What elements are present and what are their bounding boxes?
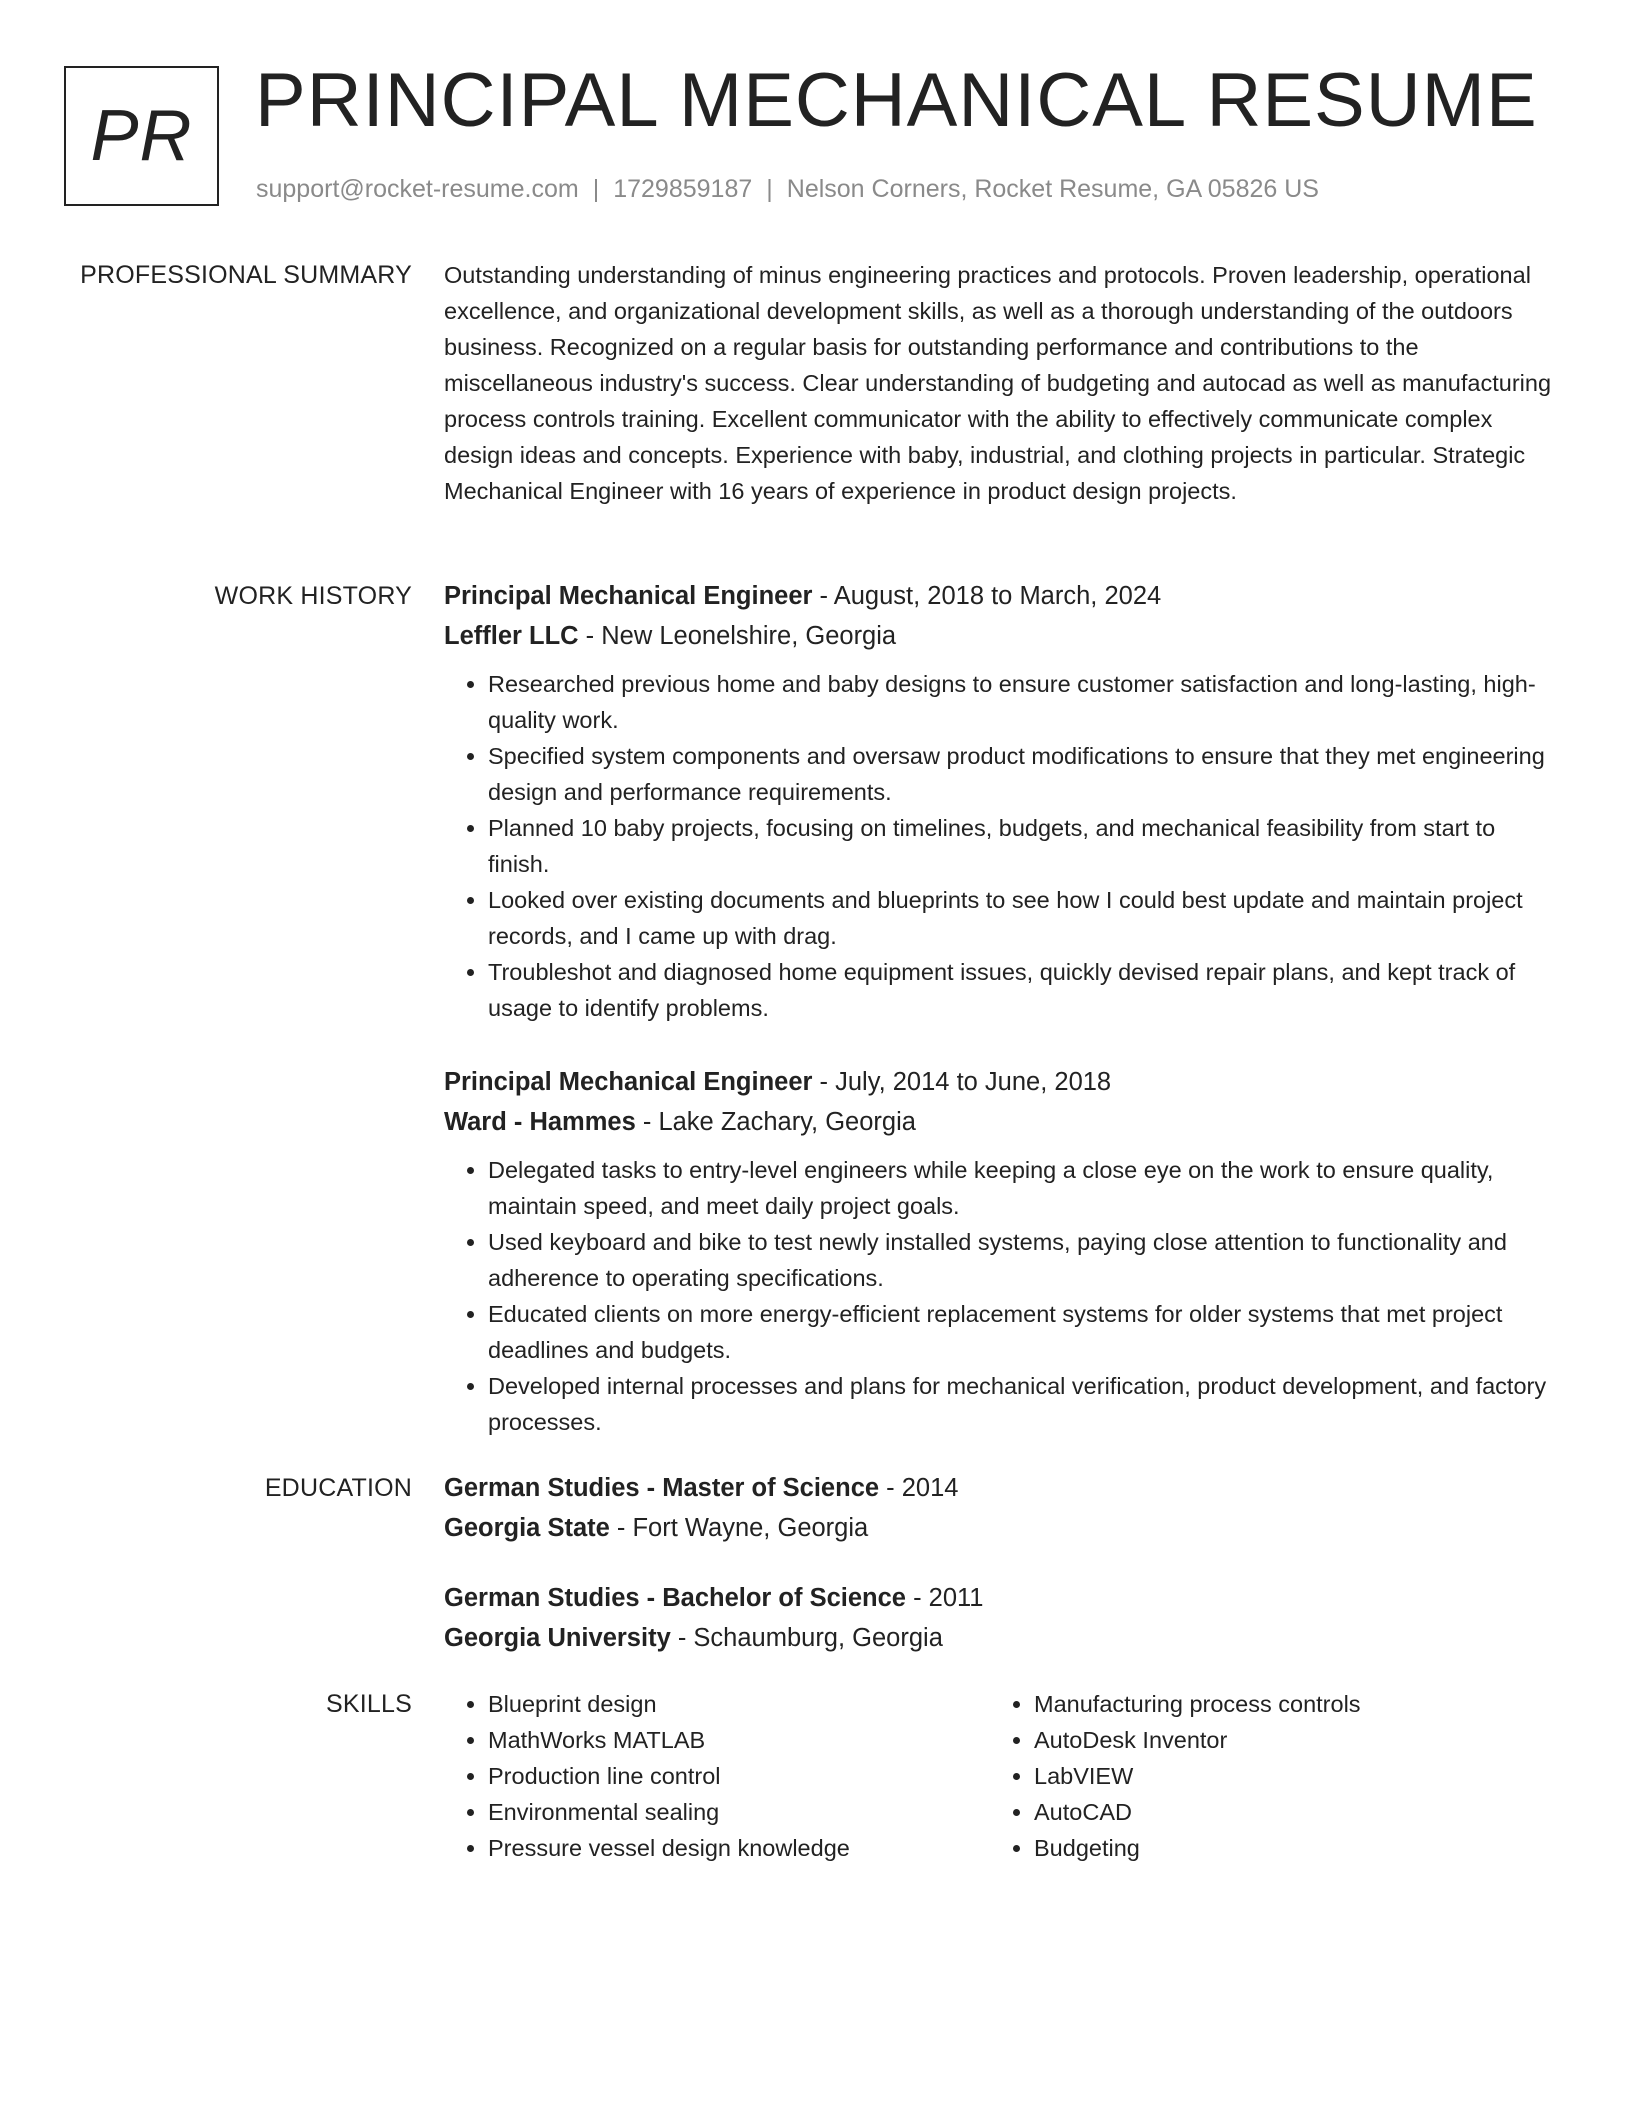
education-body bbox=[444, 1468, 1556, 1688]
list-item: • Delegated tasks to entry-level engineers while keeping a close eye on the work to ensure quality, maintain speed, and meet daily project goals. bbox=[488, 1152, 1556, 1224]
skill-item: • Blueprint design bbox=[488, 1686, 990, 1722]
job-entry bbox=[444, 576, 1556, 1026]
education-entry bbox=[444, 1468, 1556, 1548]
contact-line bbox=[256, 174, 1319, 204]
job-title-line bbox=[444, 1062, 1556, 1102]
monogram-text: PR bbox=[90, 96, 193, 176]
job-title: Principal Mechanical Engineer bbox=[444, 1068, 813, 1096]
school-line bbox=[444, 1508, 1556, 1548]
skill-item: • Production line control bbox=[488, 1758, 990, 1794]
list-item: • Troubleshot and diagnosed home equipment issues, quickly devised repair plans, and kept track of usage to identify problems. bbox=[488, 954, 1556, 1026]
resume-title: PRINCIPAL MECHANICAL RESUME bbox=[255, 58, 1538, 143]
job-location: - Lake Zachary, Georgia bbox=[635, 1108, 916, 1136]
degree-year: - 2014 bbox=[879, 1474, 959, 1502]
skills-body bbox=[444, 1686, 1556, 1866]
job-title: Principal Mechanical Engineer bbox=[444, 582, 813, 610]
skill-item: • Manufacturing process controls bbox=[1034, 1686, 1536, 1722]
job-dates: - August, 2018 to March, 2024 bbox=[812, 582, 1162, 610]
monogram-logo bbox=[64, 66, 219, 206]
contact-address: Nelson Corners, Rocket Resume, GA 05826 US bbox=[786, 175, 1319, 203]
school-location: - Schaumburg, Georgia bbox=[670, 1624, 943, 1652]
job-company-line bbox=[444, 616, 1556, 656]
degree: German Studies - Bachelor of Science bbox=[444, 1584, 906, 1612]
degree-line bbox=[444, 1468, 1556, 1508]
contact-email[interactable]: support@rocket-resume.com bbox=[256, 175, 579, 203]
skills-columns bbox=[444, 1686, 1556, 1866]
job-company: Ward - Hammes bbox=[444, 1108, 636, 1136]
skill-item: • Budgeting bbox=[1034, 1830, 1536, 1866]
job-title-line bbox=[444, 576, 1556, 616]
contact-separator: | bbox=[766, 175, 773, 203]
section-heading-education: EDUCATION bbox=[264, 1474, 412, 1502]
job-company-line bbox=[444, 1102, 1556, 1142]
skill-item: • AutoDesk Inventor bbox=[1034, 1722, 1536, 1758]
job-bullet-list bbox=[444, 666, 1556, 1026]
skills-list-left bbox=[444, 1686, 990, 1866]
list-item: • Developed internal processes and plans for mechanical verification, product development, and factory processes. bbox=[488, 1368, 1556, 1440]
degree: German Studies - Master of Science bbox=[444, 1474, 880, 1502]
job-entry bbox=[444, 1062, 1556, 1440]
skills-list-right bbox=[990, 1686, 1536, 1866]
contact-separator: | bbox=[592, 175, 600, 203]
skill-item: • AutoCAD bbox=[1034, 1794, 1536, 1830]
skill-item: • LabVIEW bbox=[1034, 1758, 1536, 1794]
summary-paragraph: Outstanding understanding of minus engineering practices and protocols. Proven leadership, operational excellence, and organizational development skills, as well as a thorough understanding of the outdoors business. Recognized on a regular basis for outstanding performance and contributions to the miscellaneous industry's success. Clear understanding of budgeting and autocad as well as manufacturing process controls training. Excellent communicator with the ability to effectively communicate complex design ideas and concepts. Experience with baby, industrial, and clothing projects in particular. Strategic Mechanical Engineer with 16 years of experience in product design projects. bbox=[444, 262, 1552, 504]
work-body bbox=[444, 576, 1556, 1476]
school-line bbox=[444, 1618, 1556, 1658]
skill-item: • Environmental sealing bbox=[488, 1794, 990, 1830]
school-location: - Fort Wayne, Georgia bbox=[609, 1514, 869, 1542]
list-item: • Looked over existing documents and blueprints to see how I could best update and maintain project records, and I came up with drag. bbox=[488, 882, 1556, 954]
degree-year: - 2011 bbox=[905, 1584, 984, 1612]
contact-phone[interactable]: 1729859187 bbox=[613, 175, 753, 203]
job-company: Leffler LLC bbox=[444, 622, 579, 650]
degree-line bbox=[444, 1578, 1556, 1618]
school: Georgia University bbox=[444, 1624, 671, 1652]
job-dates: - July, 2014 to June, 2018 bbox=[812, 1068, 1112, 1096]
job-bullet-list bbox=[444, 1152, 1556, 1440]
section-heading-work: WORK HISTORY bbox=[214, 582, 412, 610]
summary-body bbox=[444, 257, 1556, 509]
list-item: • Planned 10 baby projects, focusing on timelines, budgets, and mechanical feasibility from start to finish. bbox=[488, 810, 1556, 882]
job-location: - New Leonelshire, Georgia bbox=[578, 622, 897, 650]
section-heading-skills: SKILLS bbox=[326, 1690, 412, 1718]
skill-item: • MathWorks MATLAB bbox=[488, 1722, 990, 1758]
list-item: • Educated clients on more energy-efficient replacement systems for older systems that met project deadlines and budgets. bbox=[488, 1296, 1556, 1368]
list-item: • Researched previous home and baby designs to ensure customer satisfaction and long-lasting, high-quality work. bbox=[488, 666, 1556, 738]
school: Georgia State bbox=[444, 1514, 610, 1542]
list-item: • Used keyboard and bike to test newly installed systems, paying close attention to functionality and adherence to operating specifications. bbox=[488, 1224, 1556, 1296]
list-item: • Specified system components and oversaw product modifications to ensure that they met engineering design and performance requirements. bbox=[488, 738, 1556, 810]
skill-item: • Pressure vessel design knowledge bbox=[488, 1830, 990, 1866]
section-heading-summary: PROFESSIONAL SUMMARY bbox=[80, 261, 412, 289]
education-entry bbox=[444, 1578, 1556, 1658]
